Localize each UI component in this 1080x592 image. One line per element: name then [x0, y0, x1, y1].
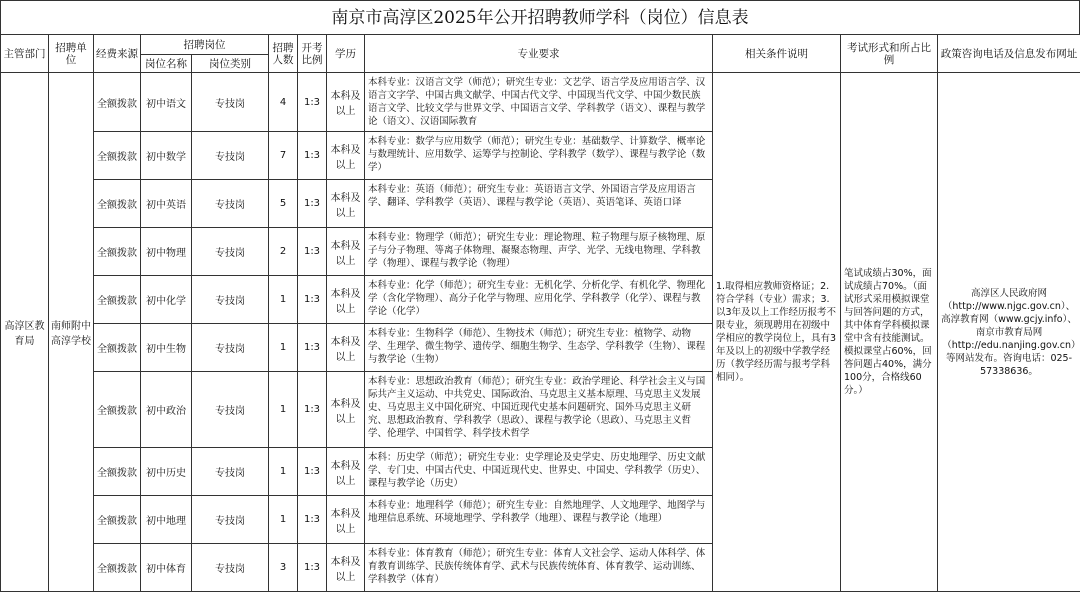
- edu-cell: 本科及以上: [327, 228, 365, 276]
- major-cell: 本科：历史学（师范）；研究生专业：史学理论及史学史、历史地理学、历史文献学、专门史、中国古代史、中国近现代史、世界史、中国史、学科教学（历史）、课程与教学论（历史）: [365, 448, 713, 496]
- dept-cell: 高淳区教育局: [1, 73, 49, 592]
- fund-cell: 全额拨款: [94, 496, 141, 544]
- fund-cell: 全额拨款: [94, 448, 141, 496]
- major-cell: 本科专业：数学与应用数学（师范）；研究生专业：基础数学、计算数学、概率论与数理统计、应用数学、运筹学与控制论、学科教学（数学）、课程与教学论（数学）: [365, 132, 713, 180]
- edu-cell: 本科及以上: [327, 73, 365, 132]
- count-cell: 1: [269, 448, 298, 496]
- count-cell: 7: [269, 132, 298, 180]
- count-cell: 1: [269, 324, 298, 372]
- count-cell: 1: [269, 496, 298, 544]
- post-type-cell: 专技岗: [192, 448, 269, 496]
- post-type-cell: 专技岗: [192, 324, 269, 372]
- fund-cell: 全额拨款: [94, 132, 141, 180]
- post-name-cell: 初中化学: [141, 276, 192, 324]
- ratio-cell: 1:3: [298, 544, 327, 592]
- post-name-cell: 初中物理: [141, 228, 192, 276]
- major-cell: 本科专业：英语（师范）；研究生专业：英语语言文学、外国语言学及应用语言学、翻译、学科教学（英语）、课程与教学论（英语）、英语笔译、英语口译: [365, 180, 713, 228]
- major-cell: 本科专业：生物科学（师范）、生物技术（师范）；研究生专业：植物学、动物学、生理学、微生物学、遗传学、细胞生物学、生态学、学科教学（生物）、课程与教学论（生物）: [365, 324, 713, 372]
- recruitment-table: [0, 34, 1080, 592]
- header-major: 专业要求: [365, 35, 713, 73]
- post-name-cell: 初中英语: [141, 180, 192, 228]
- ratio-cell: 1:3: [298, 496, 327, 544]
- edu-cell: 本科及以上: [327, 448, 365, 496]
- post-name-cell: 初中数学: [141, 132, 192, 180]
- edu-cell: 本科及以上: [327, 324, 365, 372]
- post-type-cell: 专技岗: [192, 132, 269, 180]
- post-type-cell: 专技岗: [192, 544, 269, 592]
- ratio-cell: 1:3: [298, 448, 327, 496]
- unit-cell: 南师附中高淳学校: [49, 73, 94, 592]
- page-title: 南京市高淳区2025年公开招聘教师学科（岗位）信息表: [0, 0, 1080, 34]
- count-cell: 1: [269, 276, 298, 324]
- edu-cell: 本科及以上: [327, 372, 365, 448]
- header-fund: 经费来源: [94, 35, 141, 73]
- fund-cell: 全额拨款: [94, 228, 141, 276]
- major-cell: 本科专业：体育教育（师范）；研究生专业：体育人文社会学、运动人体科学、体育教育训练学、民族传统体育学、武术与民族传统体育、体育教学、运动训练、学科教学（体育）: [365, 544, 713, 592]
- major-cell: 本科专业：地理科学（师范）；研究生专业：自然地理学、人文地理学、地图学与地理信息系统、环境地理学、学科教学（地理）、课程与教学论（地理）: [365, 496, 713, 544]
- post-type-cell: 专技岗: [192, 228, 269, 276]
- ratio-cell: 1:3: [298, 73, 327, 132]
- edu-cell: 本科及以上: [327, 132, 365, 180]
- major-cell: 本科专业：思想政治教育（师范）；研究生专业：政治学理论、科学社会主义与国际共产主义运动、中共党史、国际政治、马克思主义基本原理、马克思主义发展史、马克思主义中国化研究、中国近现代史基本问题研究、国外马克思主义研究、思想政治教育、学科教学（思政）、课程与教学论（思政）、马克思主义哲学、伦理学、中国哲学、科学技术哲学: [365, 372, 713, 448]
- header-post-type: 岗位类别: [192, 55, 269, 73]
- post-type-cell: 专技岗: [192, 372, 269, 448]
- table-row: [1, 73, 1080, 132]
- post-type-cell: 专技岗: [192, 496, 269, 544]
- ratio-cell: 1:3: [298, 324, 327, 372]
- ratio-cell: 1:3: [298, 132, 327, 180]
- header-cond: 相关条件说明: [713, 35, 841, 73]
- count-cell: 3: [269, 544, 298, 592]
- post-name-cell: 初中地理: [141, 496, 192, 544]
- edu-cell: 本科及以上: [327, 544, 365, 592]
- post-name-cell: 初中体育: [141, 544, 192, 592]
- header-count: 招聘人数: [269, 35, 298, 73]
- count-cell: 5: [269, 180, 298, 228]
- fund-cell: 全额拨款: [94, 324, 141, 372]
- major-cell: 本科专业：化学（师范）；研究生专业：无机化学、分析化学、有机化学、物理化学（含化学物理）、高分子化学与物理、应用化学、学科教学（化学）、课程与教学论（化学）: [365, 276, 713, 324]
- contact-cell: 高淳区人民政府网（http://www.njgc.gov.cn）、高淳教育网（www.gcjy.info）、南京市教育局网（http://edu.nanjing.gov.cn）等网站发布。咨询电话：025-57338636。: [938, 73, 1080, 592]
- edu-cell: 本科及以上: [327, 276, 365, 324]
- ratio-cell: 1:3: [298, 228, 327, 276]
- fund-cell: 全额拨款: [94, 372, 141, 448]
- header-post-group: 招聘岗位: [141, 35, 269, 55]
- post-name-cell: 初中生物: [141, 324, 192, 372]
- post-name-cell: 初中语文: [141, 73, 192, 132]
- count-cell: 2: [269, 228, 298, 276]
- count-cell: 4: [269, 73, 298, 132]
- header-exam: 考试形式和所占比例: [841, 35, 938, 73]
- major-cell: 本科专业：汉语言文学（师范）；研究生专业：文艺学、语言学及应用语言学、汉语言文字学、中国古典文献学、中国古代文学、中国现当代文学、中国少数民族语言文学、比较文学与世界文学、中国语言文学、学科教学（语文）、课程与教学论（语文）、汉语国际教育: [365, 73, 713, 132]
- post-name-cell: 初中历史: [141, 448, 192, 496]
- major-cell: 本科专业：物理学（师范）；研究生专业：理论物理、粒子物理与原子核物理、原子与分子物理、等离子体物理、凝聚态物理、声学、光学、无线电物理、学科教学（物理）、课程与教学论（物理）: [365, 228, 713, 276]
- header-edu: 学历: [327, 35, 365, 73]
- fund-cell: 全额拨款: [94, 544, 141, 592]
- conditions-cell: 1.取得相应教师资格证；2.符合学科（专业）需求；3.以3年及以上工作经历报考不限专业，须现聘用在初级中学相应的教学岗位上，具有3年及以上的初级中学教学经历（教学经历需与报考学科相同）。: [713, 73, 841, 592]
- header-ratio: 开考比例: [298, 35, 327, 73]
- fund-cell: 全额拨款: [94, 73, 141, 132]
- header-contact: 政策咨询电话及信息发布网址: [938, 35, 1080, 73]
- post-type-cell: 专技岗: [192, 73, 269, 132]
- count-cell: 1: [269, 372, 298, 448]
- header-dept: 主管部门: [1, 35, 49, 73]
- ratio-cell: 1:3: [298, 372, 327, 448]
- ratio-cell: 1:3: [298, 276, 327, 324]
- post-name-cell: 初中政治: [141, 372, 192, 448]
- post-type-cell: 专技岗: [192, 276, 269, 324]
- edu-cell: 本科及以上: [327, 180, 365, 228]
- post-type-cell: 专技岗: [192, 180, 269, 228]
- fund-cell: 全额拨款: [94, 276, 141, 324]
- exam-cell: 笔试成绩占30%，面试成绩占70%。（面试形式采用模拟课堂与回答问题的方式，其中体育学科模拟课堂中含有技能测试。模拟课堂占60%，回答问题占40%，满分100分，合格线60分。）: [841, 73, 938, 592]
- header-unit: 招聘单位: [49, 35, 94, 73]
- edu-cell: 本科及以上: [327, 496, 365, 544]
- fund-cell: 全额拨款: [94, 180, 141, 228]
- header-post-name: 岗位名称: [141, 55, 192, 73]
- ratio-cell: 1:3: [298, 180, 327, 228]
